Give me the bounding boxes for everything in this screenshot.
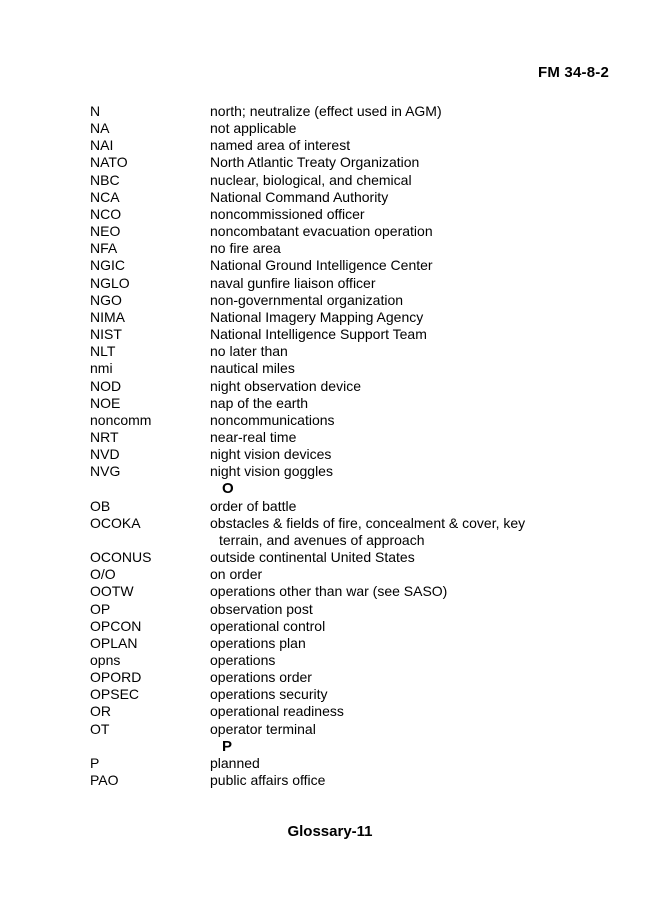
entry-definition xyxy=(210,137,610,154)
definition-text: no later than xyxy=(210,343,288,360)
glossary-entry xyxy=(90,669,610,686)
entry-definition xyxy=(210,343,610,360)
entry-abbreviation: NIMA xyxy=(90,308,125,325)
definition-text: not applicable xyxy=(210,120,297,137)
definition-text: operator terminal xyxy=(210,720,316,737)
glossary-entry xyxy=(90,446,610,463)
entry-abbreviation: OR xyxy=(90,703,111,720)
entry-abbreviation: opns xyxy=(90,652,121,668)
definition-text: order of battle xyxy=(210,497,297,514)
definition-text: on order xyxy=(210,566,263,583)
glossary-entry xyxy=(90,755,610,772)
entry-definition xyxy=(210,412,610,429)
entry-abbreviation: O/O xyxy=(90,566,116,583)
definition-text: noncommunications xyxy=(210,411,335,428)
entry-definition xyxy=(210,378,610,395)
entry-definition xyxy=(210,326,610,343)
glossary-entry xyxy=(90,498,610,515)
glossary-entry xyxy=(90,360,610,377)
entry-abbreviation: NGLO xyxy=(90,274,130,291)
entry-definition xyxy=(210,721,610,738)
definition-text: operations other than war (see SASO) xyxy=(210,583,448,600)
definition-text: observation post xyxy=(210,600,313,617)
entry-abbreviation: OP xyxy=(90,600,111,617)
entry-abbreviation: NOD xyxy=(90,377,122,394)
glossary-entry xyxy=(90,772,610,789)
entry-abbreviation: NAI xyxy=(90,137,114,154)
entry-abbreviation: OPCON xyxy=(90,617,142,634)
entry-definition xyxy=(210,395,610,412)
definition-text: no fire area xyxy=(210,240,281,257)
entry-abbreviation: OPSEC xyxy=(90,686,140,703)
definition-text: North Atlantic Treaty Organization xyxy=(210,154,420,171)
entry-definition xyxy=(210,703,610,720)
definition-text: obstacles & fields of fire, concealment & cover, key xyxy=(210,514,526,531)
glossary-entry xyxy=(90,172,610,189)
glossary-entry xyxy=(90,257,610,274)
definition-text: nuclear, biological, and chemical xyxy=(210,171,412,188)
definition-text: outside continental United States xyxy=(210,549,415,566)
glossary-entry xyxy=(90,223,610,240)
definition-text: operational control xyxy=(210,617,326,634)
page-label: Glossary-11 xyxy=(287,823,373,840)
entry-abbreviation: OCOKA xyxy=(90,514,141,531)
glossary-entry xyxy=(90,703,610,720)
entry-definition xyxy=(210,549,610,566)
entry-abbreviation: OPLAN xyxy=(90,634,138,651)
entry-definition xyxy=(210,120,610,137)
definition-text: naval gunfire liaison officer xyxy=(210,274,376,291)
entry-definition xyxy=(210,429,610,446)
glossary-entry xyxy=(90,206,610,223)
entry-abbreviation: OOTW xyxy=(90,583,134,600)
section-letter-o: O xyxy=(222,480,234,498)
definition-text: operations xyxy=(210,652,276,668)
entry-abbreviation: N xyxy=(90,103,101,119)
entry-definition xyxy=(210,583,610,600)
definition-text: National Ground Intelligence Center xyxy=(210,257,433,274)
definition-text: operations plan xyxy=(210,634,306,651)
entry-definition xyxy=(210,686,610,703)
definition-text: noncommissioned officer xyxy=(210,205,365,222)
glossary-entry xyxy=(90,412,610,429)
glossary-entry xyxy=(90,292,610,309)
entry-definition xyxy=(210,206,610,223)
definition-text: named area of interest xyxy=(210,137,351,154)
glossary-entry xyxy=(90,601,610,618)
definition-text: operational readiness xyxy=(210,703,344,720)
entry-abbreviation: OPORD xyxy=(90,669,142,686)
entry-abbreviation: NEO xyxy=(90,223,121,240)
glossary-entry xyxy=(90,721,610,738)
entry-abbreviation: OT xyxy=(90,720,110,737)
glossary-entry xyxy=(90,583,610,600)
definition-text: near-real time xyxy=(210,428,297,445)
entry-definition xyxy=(210,669,610,686)
definition-text: National Imagery Mapping Agency xyxy=(210,308,424,325)
glossary-entry xyxy=(90,549,610,566)
entry-definition xyxy=(210,772,610,789)
glossary-entry xyxy=(90,635,610,652)
definition-text: National Command Authority xyxy=(210,188,389,205)
entry-abbreviation: NGIC xyxy=(90,257,125,274)
entry-definition xyxy=(210,601,610,618)
definition-text: operations security xyxy=(210,686,328,703)
entry-definition xyxy=(210,566,610,583)
entry-abbreviation: NRT xyxy=(90,428,119,445)
glossary-entry xyxy=(90,378,610,395)
document-code: FM 34-8-2 xyxy=(538,64,609,81)
entry-definition xyxy=(210,309,610,326)
glossary-entry xyxy=(90,275,610,292)
definition-text: operations order xyxy=(210,669,312,686)
entry-definition xyxy=(210,172,610,189)
entry-abbreviation: NOE xyxy=(90,394,121,411)
entry-definition xyxy=(210,223,610,240)
glossary-entry xyxy=(90,326,610,343)
section-letter-p: P xyxy=(222,737,233,755)
entry-definition xyxy=(210,652,610,669)
glossary-entry xyxy=(90,429,610,446)
definition-continuation: terrain, and avenues of approach xyxy=(219,531,425,548)
entry-abbreviation: OCONUS xyxy=(90,549,152,566)
definition-text: north; neutralize (effect used in AGM) xyxy=(210,103,442,119)
entry-definition xyxy=(210,463,610,480)
entry-definition xyxy=(210,635,610,652)
definition-text: public affairs office xyxy=(210,772,326,789)
glossary-entry xyxy=(90,686,610,703)
entry-abbreviation: NFA xyxy=(90,240,118,257)
entry-definition xyxy=(210,275,610,292)
entry-abbreviation: P xyxy=(90,754,100,771)
entry-abbreviation: PAO xyxy=(90,772,119,789)
entry-abbreviation: noncomm xyxy=(90,411,152,428)
entry-definition xyxy=(210,446,610,463)
entry-definition xyxy=(210,103,610,120)
glossary-entry xyxy=(90,395,610,412)
entry-definition xyxy=(210,154,610,171)
entry-abbreviation: NATO xyxy=(90,154,128,171)
entry-abbreviation: NCO xyxy=(90,205,122,222)
glossary-entry xyxy=(90,103,610,120)
entry-abbreviation: nmi xyxy=(90,360,113,377)
entry-definition xyxy=(210,189,610,206)
glossary-entry xyxy=(90,618,610,635)
entry-abbreviation: NLT xyxy=(90,343,116,360)
glossary-entry xyxy=(90,566,610,583)
glossary-entry xyxy=(90,137,610,154)
definition-text: night vision devices xyxy=(210,446,332,463)
glossary-entry xyxy=(90,154,610,171)
entry-abbreviation: NVD xyxy=(90,446,120,463)
entry-abbreviation: NGO xyxy=(90,291,122,308)
entry-abbreviation: NVG xyxy=(90,463,121,480)
entry-definition xyxy=(210,618,610,635)
entry-abbreviation: NIST xyxy=(90,326,122,343)
entry-definition xyxy=(210,257,610,274)
entry-abbreviation: NBC xyxy=(90,171,120,188)
definition-text: non-governmental organization xyxy=(210,291,404,308)
entry-definition xyxy=(210,498,610,515)
glossary-entry xyxy=(90,309,610,326)
definition-text: night vision goggles xyxy=(210,463,333,480)
entry-definition xyxy=(210,360,610,377)
entry-abbreviation: NCA xyxy=(90,188,120,205)
glossary-entry xyxy=(90,120,610,137)
entry-abbreviation: OB xyxy=(90,497,111,514)
definition-text: planned xyxy=(210,754,260,771)
glossary-entry xyxy=(90,240,610,257)
entry-abbreviation: NA xyxy=(90,120,110,137)
glossary-entry xyxy=(90,515,610,549)
glossary-entry xyxy=(90,463,610,480)
definition-text: nap of the earth xyxy=(210,394,309,411)
entry-definition xyxy=(210,292,610,309)
glossary-entry xyxy=(90,343,610,360)
definition-text: noncombatant evacuation operation xyxy=(210,223,433,240)
definition-text: National Intelligence Support Team xyxy=(210,326,427,343)
glossary-list xyxy=(90,103,610,789)
definition-text: nautical miles xyxy=(210,360,295,377)
entry-definition xyxy=(210,515,610,549)
glossary-entry xyxy=(90,189,610,206)
entry-definition xyxy=(210,240,610,257)
definition-text: night observation device xyxy=(210,377,361,394)
glossary-entry xyxy=(90,652,610,669)
entry-definition xyxy=(210,755,610,772)
